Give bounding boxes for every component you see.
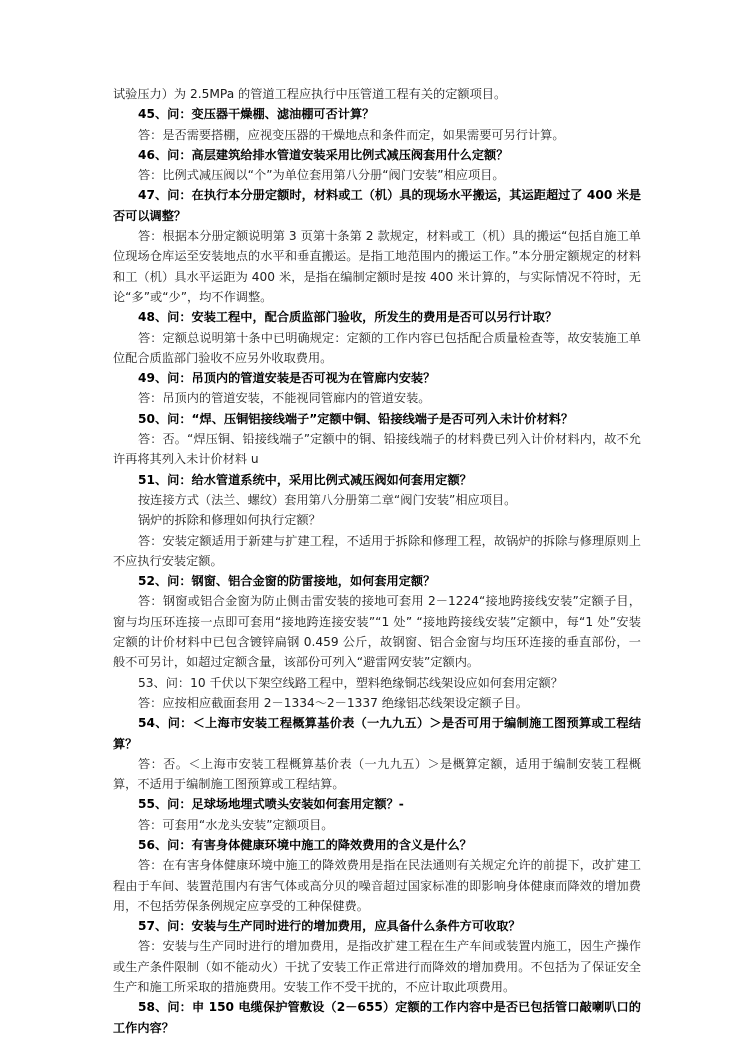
question-49: 49、问：吊顶内的管道安装是否可视为在管廊内安装？ <box>138 371 436 386</box>
document-page <box>113 84 641 1038</box>
answer-49: 答：吊顶内的管道安装，不能视同管廊内的管道安装。 <box>138 391 431 406</box>
question-54: 54、问：＜上海市安装工程概算基价表（一九九五）＞是否可用于编制施工图预算或工程结算？ <box>113 716 641 751</box>
question-56: 56、问：有害身体健康环境中施工的降效费用的含义是什么？ <box>138 837 472 852</box>
question-boiler: 锅炉的拆除和修理如何执行定额？ <box>138 513 321 528</box>
answer-50: 答：否。“焊压铜、铅接线端子”定额中的铜、铅接线端子的材料费已列入计价材料内，故不允许再将其列入未计价材料 u <box>113 432 641 467</box>
answer-48: 答：定额总说明第十条中已明确规定：定额的工作内容已包括配合质量检查等，故安装施工单位配合质监部门验收不应另外收取费用。 <box>113 330 641 365</box>
question-48: 48、问：安装工程中，配合质监部门验收，所发生的费用是否可以另行计取？ <box>138 310 558 325</box>
question-46: 46、问：高层建筑给排水管道安装采用比例式减压阀套用什么定额？ <box>138 147 509 162</box>
question-47: 47、问：在执行本分册定额时，材料或工（机）具的现场水平搬运，其运距超过了 400 米是否可以调整？ <box>113 188 641 223</box>
answer-55: 答：可套用“水龙头安装”定额项目。 <box>138 817 334 832</box>
answer-45: 答：是否需要搭棚，应视变压器的干燥地点和条件而定，如果需要可另行计算。 <box>138 127 565 142</box>
answer-47: 答：根据本分册定额说明第 3 页第十条第 2 款规定，材料或工（机）具的搬运“包括自施工单位现场仓库运至安装地点的水平和垂直搬运。是指工地范围内的搬运工作。”本分册定额规定的材料和工（机）具水平运距为 400 米，是指在编制定额时是按 400 米计算的，与实际情况不符时，无论“多”或“少”，均不作调整。 <box>113 229 641 304</box>
question-50: 50、问：“焊、压铜铝接线端子”定额中铜、铅接线端子是否可列入未计价材料？ <box>138 411 574 426</box>
answer-57: 答：安装与生产同时进行的增加费用，是指改扩建工程在生产车间或装置内施工，因生产操作或生产条件限制（如不能动火）干扰了安装工作正常进行而降效的增加费用。不包括为了保证安全生产和施工所采取的措施费用。安装工作不受干扰的，不应计取此项费用。 <box>113 939 641 995</box>
answer-46: 答：比例式减压阀以“个”为单位套用第八分册“阀门安装”相应项目。 <box>138 168 505 183</box>
question-45: 45、问：变压器干燥棚、滤油棚可否计算？ <box>138 107 375 122</box>
answer-51: 按连接方式（法兰、螺纹）套用第八分册第二章“阀门安装”相应项目。 <box>138 492 517 507</box>
question-55: 55、问：足球场地埋式喷头安装如何套用定额？- <box>138 797 404 812</box>
answer-boiler: 答：安装定额适用于新建与扩建工程，不适用于拆除和修理工程，故锅炉的拆除与修理原则上不应执行安装定额。 <box>113 533 641 568</box>
question-51: 51、问：给水管道系统中，采用比例式减压阀如何套用定额？ <box>138 472 472 487</box>
answer-52: 答：钢窗或铝合金窗为防止侧击雷安装的接地可套用 2－1224“接地跨接线安装”定额子目，窗与均压环连接一点即可套用“接地跨连接安装”“1 处” “接地跨接线安装”定额中，每“1 处”安装定额的计价材料中已包含镀锌扁钢 0.459 公斤，故钢窗、铝合金窗与均压环连接的垂直部份，一般不可另计，如超过定额含量，该部份可列入“避雷网安装”定额内。 <box>113 594 641 670</box>
question-57: 57、问：安装与生产同时进行的增加费用，应具备什么条件方可收取？ <box>138 919 521 934</box>
question-53: 53、问：10 千伏以下架空线路工程中，塑料绝缘铜芯线架设应如何套用定额？ <box>138 675 563 690</box>
answer-54: 答：否。＜上海市安装工程概算基价表（一九九五）＞是概算定额，适用于编制安装工程概算，不适用于编制施工图预算或工程结算。 <box>113 756 641 792</box>
question-58: 58、问：申 150 电缆保护管敷设（2－655）定额的工作内容中是否已包括管口敲喇叭口的工作内容？ <box>113 1000 641 1035</box>
answer-56: 答：在有害身体健康环境中施工的降效费用是指在民法通则有关规定允许的前提下，改扩建工程由于车间、装置范围内有害气体或高分贝的噪音超过国家标准的即影响身体健康而降效的增加费用，不包括劳保条例规定应享受的工种保健费。 <box>113 858 641 913</box>
lead-line: 试验压力）为 2.5MPa 的管道工程应执行中压管道工程有关的定额项目。 <box>113 87 507 101</box>
question-52: 52、问：钢窗、铝合金窗的防雷接地，如何套用定额？ <box>138 574 436 589</box>
answer-53: 答：应按相应截面套用 2－1334～2－1337 绝缘铝芯线架设定额子目。 <box>138 695 528 710</box>
